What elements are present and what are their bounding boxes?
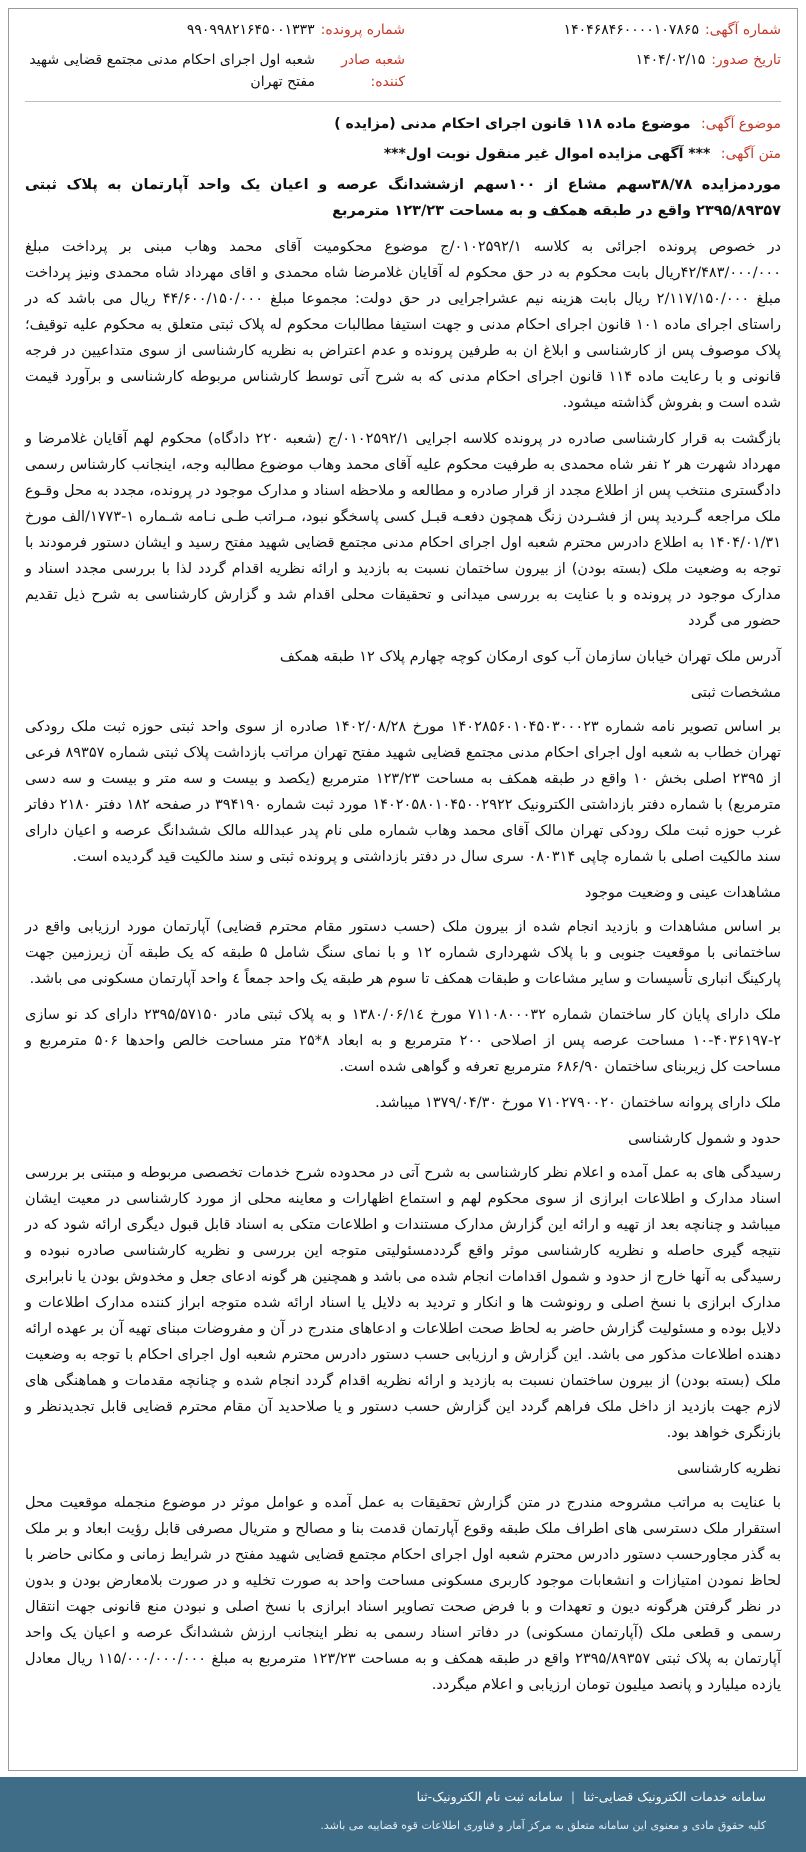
issuer-field <box>25 49 405 93</box>
issue-date-label: تاریخ صدور: <box>711 52 781 68</box>
observations-heading: مشاهدات عینی و وضعیت موجود <box>584 885 781 901</box>
ad-number-value: ۱۴۰۴۶۸۴۶۰۰۰۰۱۰۷۸۶۵ <box>563 22 699 38</box>
opinion-heading: نظریه کارشناسی <box>677 1461 781 1477</box>
ad-number-label: شماره آگهی: <box>704 22 781 38</box>
subject-value: موضوع ماده ۱۱۸ قانون اجرای احکام مدنی (مزایده ) <box>334 116 691 132</box>
case-number-value: ۹۹۰۹۹۸۲۱۶۴۵۰۰۱۳۳۳ <box>186 22 315 38</box>
building-permit-paragraph: ملک دارای پروانه ساختمان ۷۱۰۲۷۹۰۰۲۰ مورخ ۱۳۷۹/۰۴/۳۰ میباشد. <box>375 1095 781 1111</box>
header-row-2 <box>25 49 781 93</box>
site-footer <box>0 1777 806 1852</box>
issue-date-field <box>421 49 781 93</box>
footer-link-sana-registration[interactable]: سامانه ثبت نام الکترونیک-ثنا <box>416 1789 563 1804</box>
case-summary-paragraph: در خصوص پرونده اجرائی به کلاسه ۰۱۰۲۵۹۲/۱/ج موضوع محکومیت آقای محمد وهاب مبنی بر پرداخت مبلغ ۴۲/۴۸۳/۰۰۰/۰۰۰ریال بابت محکوم به در حق محکوم له آقایان غلامرضا شاه محمدی و اقای مهرداد شاه محمدی ونیز پرداخت مبلغ ۲/۱۱۷/۱۵۰/۰۰۰ ریال بابت هزینه نیم عشراجرایی در حق دولت: مجموعا مبلغ ۴۴/۶۰۰/۱۵۰/۰۰۰ ریال می باشد که در راستای اجرای ماده ۱۰۱ قانون اجرای احکام مدنی و جهت استیفا مطالبات محکوم له پلاک ثبتی متعلق به محکوم علیه توقیف؛ پلاک موصوف پس از کارشناسی و ابلاغ ان به طرفین پرونده و عدم اعتراض به نظریه کارشناسی از سوی متداعیین در فرجه قانونی و با رعایت ماده ۱۱۴ قانون اجرای احکام مدنی که به شرح آتی توسط کارشناس مربوطه کارشناسی و برآورد قیمت شده است و بفروش گذاشته میشود. <box>25 239 782 411</box>
issue-date-value: ۱۴۰۴/۰۲/۱۵ <box>635 52 706 68</box>
footer-divider: | <box>570 1789 576 1804</box>
header-divider <box>25 101 781 102</box>
case-number-label: شماره پرونده: <box>320 22 405 38</box>
text-title-label: متن آگهی: <box>720 146 781 162</box>
notice-document <box>8 8 798 1771</box>
header-row-1 <box>25 19 781 41</box>
observations-paragraph: بر اساس مشاهدات و بازدید انجام شده از بیرون ملک (حسب دستور مقام محترم قضایی) آپارتمان مورد ارزیابی واقع در ساختمانی با موقعیت جنوبی و با پلاک شهرداری شماره ۱۲ و با نمای سنگ شامل ۵ طبقه که یک طبقه آن زیرزمین جهت پارکینگ انباری تأسیسات و سایر مشاعات و طبقات همکف تا سوم هر طبقه یک واحد جمعاً ٤ واحد آپارتمان مسکونی می باشد. <box>25 919 781 987</box>
text-title-value: *** آگهی مزایده اموال غیر منقول نوبت اول*** <box>383 146 711 162</box>
text-title-line <box>25 142 781 166</box>
property-address: آدرس ملک تهران خیابان سازمان آب کوی ارمکان کوچه چهارم پلاک ۱۲ طبقه همکف <box>279 649 781 665</box>
opinion-paragraph: با عنایت به مراتب مشروحه مندرج در متن گزارش تحقیقات به عمل آمده و عوامل موثر در موضوع منجمله موقعیت محل استقرار ملک دسترسی های اطراف ملک طبقه وقوع آپارتمان قدمت بنا و مصالح و متریال مصرفی قابل رؤیت ابعاد و بر ملک به گذر مجاورحسب دستور دادرس محترم شعبه اول اجرای احکام مجتمع قضایی شهید مفتح در شرایط زمانی و مکانی حاضر با لحاظ نمودن امتیازات و انشعابات موجود کاربری مسکونی مساحت واحد به صورت تخلیه و در صورت بلامعارض بودن و بدون در نظر گرفتن هرگونه دیون و تعهدات و با فرض صحت تصاویر اسناد ابرازی با نسخ اصلی و نبودن منع قانونی جهت انتقال رسمی و قطعی ملک (آپارتمان مسکونی) در دفاتر اسناد رسمی به نظر اینجانب ارزش ششدانگ عرصه و اعیان یک واحد آپارتمان به پلاک ثبتی ۲۳۹۵/۸۹۳۵۷ واقع در طبقه همکف و به مساحت ۱۲۳/۲۳ مترمربع به مبلغ ۱۱۵/۰۰۰/۰۰۰/۰۰۰ ریال معادل یازده میلیارد و پانصد میلیون تومان ارزیابی و اعلام میگردد. <box>25 1495 781 1693</box>
scope-heading: حدود و شمول کارشناسی <box>628 1131 781 1147</box>
registry-paragraph: بر اساس تصویر نامه شماره ۱۴۰۲۸۵۶۰۱۰۴۵۰۳۰۰۰۲۳ مورخ ۱۴۰۲/۰۸/۲۸ صادره از سوی واحد ثبتی حوزه ثبت ملک رودکی تهران خطاب به شعبه اول اجرای احکام مدنی مجتمع قضایی شهید مفتح تهران مراتب بازداشت پلاک ثبتی شماره ۸۹۳۵۷ فرعی از ۲۳۹۵ اصلی بخش ۱۰ واقع در طبقه همکف به مساحت ۱۲۳/۲۳ مترمربع (یکصد و بیست و سه متر و بیست و سه دسی مترمربع) با شماره دفتر بازداشتی الکترونیک ۱۴۰۲۰۵۸۰۱۰۴۵۰۰۲۹۲۲ مورد ثبت شماره ۳۹۴۱۹۰ در صفحه ۱۸۲ دفتر ۲۱۸۰ دفاتر غرب حوزه ثبت ملک رودکی تهران مالک آقای محمد وهاب شماره ملی نام پدر عبدالله مالک ششدانگ عرصه و اعیان دارای سند مالکیت اصلی با شماره چاپی ۰۸۰۳۱۴ سری سال در دفتر بازداشتی و پرونده ثبتی و سند مالکیت قید گردیده است. <box>25 719 782 865</box>
subject-label: موضوع آگهی: <box>700 116 781 132</box>
subject-line <box>25 112 781 136</box>
footer-copyright: کلیه حقوق مادی و معنوی این سامانه متعلق به مرکز آمار و فناوری اطلاعات قوه قضاییه می باشد. <box>320 1819 766 1832</box>
completion-certificate-paragraph: ملک دارای پایان کار ساختمان شماره ۷۱۱۰۸۰۰۰۳۲ مورخ ۱۳۸۰/۰۶/۱٤ و به پلاک ثبتی مادر ۲۳۹۵/۵۷۱۵۰ دارای کد نو سازی ۲-۴۰۳۶۱۹۷-۱۰ مساحت عرصه پس از اصلاحی ۲۰۰ مترمربع و به ابعاد ۸*۲۵ متر مساحت خالص واحدها ۵۰۶ مترمربع و مساحت کل زیربنای ساختمان ۶۸۶/۹۰ مترمربع تعرفه و گواهی شده است. <box>25 1007 781 1075</box>
registry-heading: مشخصات ثبتی <box>690 685 781 701</box>
issuer-value: شعبه اول اجرای احکام مدنی مجتمع قضایی شهید مفتح تهران <box>29 52 315 90</box>
issuer-label: شعبه صادر کننده: <box>341 52 405 90</box>
auction-item-paragraph: موردمزایده ۳۸/۷۸سهم مشاع از ۱۰۰سهم ازششدانگ عرصه و اعیان یک واحد آپارتمان به پلاک ثبتی ۲۳۹۵/۸۹۳۵۷ واقع در طبقه همکف و به مساحت ۱۲۳/۲۳ مترمربع <box>25 177 781 219</box>
case-number-field <box>25 19 405 41</box>
expert-report-intro-paragraph: بازگشت به قرار کارشناسی صادره در پرونده کلاسه اجرایی ۰۱۰۲۵۹۲/۱/ج (شعبه ۲۲۰ دادگاه) محکوم لهم آقایان غلامرضا و مهرداد شهرت هر ۲ نفر شاه محمدی به طرفیت محکوم علیه آقای محمد وهاب موضوع مطالبه وجه، اینجانب کارشناس رسمی دادگستری منتخب پس از اطلاع مجدد از قرار صادره و مطالعه و ملاحظه اسناد و مدارک موجود در پرونده، مجدد به محل وقـوع ملک مراجعه گـردید پس از فشـردن زنگ همچون دفعـه قبـل کسی پاسخگو نبود، مـراتب طـی نـامه شـماره ۱-۱۷۷۳/الف مورخ ۱۴۰۴/۰۱/۳۱ به اطلاع دادرس محترم شعبه اول اجرای احکام مدنی مجتمع قضایی شهید مفتح رسید و ایشان دستور فرمودند با توجه به وضعیت ملک (بسته بودن) از بیرون ساختمان نسبت به بازدید و ارائه نظریه اقدام گردد لذا با بررسی مجدد اسناد و مدارک موجود در پرونده و با عنایت به بررسی میدانی و تحقیقات محلی اقدام شد و گزارش کارشناسی به شرح ذیل تقدیم حضور می گردد <box>25 431 781 629</box>
footer-link-sana-services[interactable]: سامانه خدمات الکترونیک قضایی-ثنا <box>583 1789 766 1804</box>
ad-number-field <box>421 19 781 41</box>
footer-links <box>417 1789 766 1804</box>
scope-paragraph: رسیدگی های به عمل آمده و اعلام نظر کارشناسی به شرح آتی در محدوده شرح خدمات تخصصی مربوطه و مبتنی بر بررسی اسناد مدارک و اطلاعات ابرازی از سوی محکوم لهم و استماع اظهارات و معاینه محلی از مورد کارشناسی در معیت ایشان میباشد و چنانچه بعد از تهیه و ارائه این گزارش مدارک مستندات و اطلاعات متکی به اسناد قابل قبول دیگری ارائه شود که در نتیجه گیری حاصله و نظریه کارشناسی موثر واقع گرددمسئولیتی متوجه این بررسی و نظریه کارشناسی صادره نبوده و رسیدگی به آنها خارج از حدود و شمول اقدامات انجام شده می باشد و همچنین هر گونه ادعای جعل و مخدوش بودن یا نابرابری مدارک ابرازی با نسخ اصلی و رونوشت ها و انکار و تردید به دلایل یا اسناد ارائه شده متوجه ابراز کننده مدارک اطلاعات و دلایل بوده و مسئولیت گزارش حاضر به لحاظ صحت اطلاعات و ادعاهای مندرج در آن و مفروضات مبنای تهیه آن بر عهده ارائه دهنده اطلاعات مذکور می باشد. این گزارش و ارزیابی حسب دستور دادرس محترم شعبه اول اجرای احکام با توجه به وضعیت ملک (بسته بودن) از بیرون ساختمان نسبت به بازدید و ارائه نظریه اقدام گردد انجام شده و چنانچه مقدمات و هماهنگی های لازم جهت بازدید از داخل ملک فراهم گردد این گزارش حسب دستور و یا صلاحدید آن مقام محترم قضایی قابل تجدیدنظر و بازنگری خواهد بود. <box>25 1165 781 1441</box>
